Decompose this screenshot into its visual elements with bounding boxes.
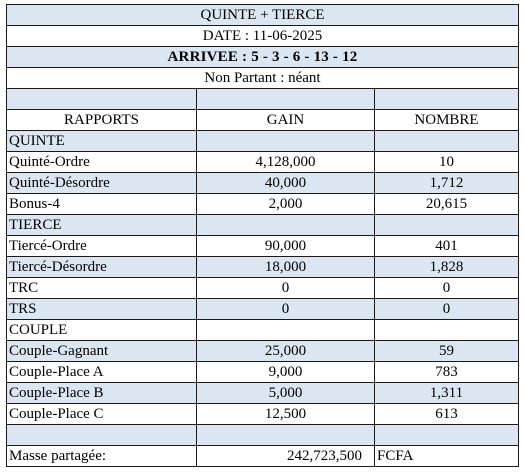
row-nombre: 1,712 [375, 173, 519, 194]
row-nombre: 1,828 [375, 257, 519, 278]
row-nombre: 20,615 [375, 194, 519, 215]
row-gain: 25,000 [197, 341, 375, 362]
section-header-row [7, 215, 519, 236]
non-partant-line: Non Partant : néant [7, 68, 519, 89]
row-nombre: 0 [375, 299, 519, 320]
row-label: Couple-Place B [7, 383, 197, 404]
row-label: Couple-Place A [7, 362, 197, 383]
section-quinte: QUINTE [7, 131, 197, 152]
section-couple: COUPLE [7, 320, 197, 341]
race-date: DATE : 11-06-2025 [7, 26, 519, 47]
row-label: Couple-Place C [7, 404, 197, 425]
footer-row [7, 446, 519, 467]
column-header-row [7, 110, 519, 131]
table-row [7, 362, 519, 383]
row-label: TRS [7, 299, 197, 320]
arrivee-line: ARRIVEE : 5 - 3 - 6 - 13 - 12 [7, 47, 519, 68]
section-header-row [7, 131, 519, 152]
row-nombre: 401 [375, 236, 519, 257]
row-nombre: 1,311 [375, 383, 519, 404]
row-nombre: 783 [375, 362, 519, 383]
row-gain: 9,000 [197, 362, 375, 383]
row-gain: 4,128,000 [197, 152, 375, 173]
table-row [7, 404, 519, 425]
header-nombre: NOMBRE [375, 110, 519, 131]
spacer-row [7, 425, 519, 446]
section-header-row [7, 320, 519, 341]
spacer-row [7, 89, 519, 110]
masse-value: 242,723,500 [197, 446, 375, 467]
row-gain: 5,000 [197, 383, 375, 404]
row-label: Quinté-Ordre [7, 152, 197, 173]
table-row [7, 341, 519, 362]
header-rapports: RAPPORTS [7, 110, 197, 131]
masse-label: Masse partagée: [7, 446, 197, 467]
row-label: Quinté-Désordre [7, 173, 197, 194]
table-row [7, 173, 519, 194]
table-row [7, 383, 519, 404]
row-nombre: 0 [375, 278, 519, 299]
row-nombre: 59 [375, 341, 519, 362]
table-row [7, 278, 519, 299]
row-nombre: 613 [375, 404, 519, 425]
row-label: TRC [7, 278, 197, 299]
table-row [7, 152, 519, 173]
table-row [7, 236, 519, 257]
table-row [7, 299, 519, 320]
section-tierce: TIERCE [7, 215, 197, 236]
results-table [6, 4, 519, 467]
page-title: QUINTE + TIERCE [7, 5, 519, 26]
row-label: Bonus-4 [7, 194, 197, 215]
row-gain: 18,000 [197, 257, 375, 278]
row-gain: 12,500 [197, 404, 375, 425]
table-row [7, 194, 519, 215]
row-gain: 40,000 [197, 173, 375, 194]
table-row [7, 257, 519, 278]
row-gain: 0 [197, 299, 375, 320]
row-label: Couple-Gagnant [7, 341, 197, 362]
row-label: Tiercé-Désordre [7, 257, 197, 278]
row-gain: 0 [197, 278, 375, 299]
row-gain: 90,000 [197, 236, 375, 257]
header-gain: GAIN [197, 110, 375, 131]
row-label: Tiercé-Ordre [7, 236, 197, 257]
masse-currency: FCFA [375, 446, 519, 467]
row-gain: 2,000 [197, 194, 375, 215]
row-nombre: 10 [375, 152, 519, 173]
